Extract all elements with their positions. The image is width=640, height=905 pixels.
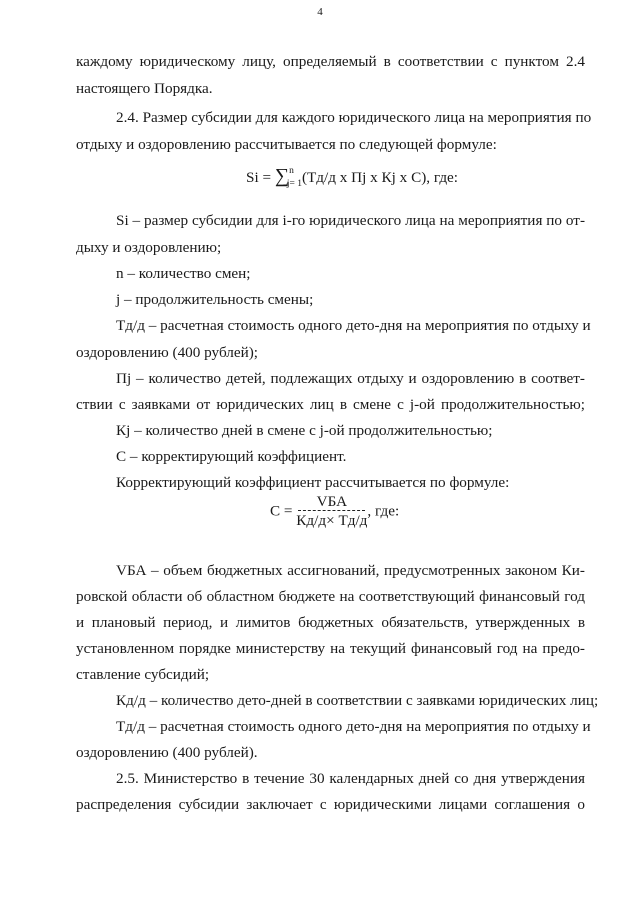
text-line: j – продолжительность смены;: [116, 291, 314, 308]
formula-sum-lower: j= 1: [286, 179, 302, 189]
text-line: Тд/д – расчетная стоимость одного дето-дня на мероприятия по отдыху и: [116, 718, 591, 735]
text-line: ровской области об областном бюджете на соответствующий финансовый год: [76, 588, 585, 605]
formula-coefficient: [270, 494, 399, 528]
formula-subsidy: [246, 166, 458, 190]
text-line: установленном порядке министерству на текущий финансовый год на предо-: [76, 640, 585, 657]
text-line: Пj – количество детей, подлежащих отдыху и оздоровлению в соответ-: [116, 370, 585, 387]
formula-body: (Тд/д х Пj х Кj х С), где:: [301, 169, 459, 186]
formula-lhs: Si =: [246, 169, 275, 186]
formula-lhs: С =: [270, 502, 297, 520]
page-number: 4: [317, 6, 323, 18]
text-line: Корректирующий коэффициент рассчитывается по формуле:: [116, 474, 510, 491]
text-line: оздоровлению (400 рублей);: [76, 344, 259, 361]
text-line: n – количество смен;: [116, 265, 251, 282]
text-line: 2.5. Министерство в течение 30 календарных дней со дня утверждения: [116, 770, 585, 787]
text-line: Тд/д – расчетная стоимость одного дето-дня на мероприятия по отдыху и: [116, 317, 591, 334]
text-line: и плановый период, и лимитов бюджетных обязательств, утвержденных в: [76, 614, 585, 631]
text-line: ставление субсидий;: [76, 666, 210, 683]
text-line: VБА – объем бюджетных ассигнований, предусмотренных законом Ки-: [116, 562, 585, 579]
text-line: ствии с заявками от юридических лиц в смене с j-ой продолжительностью;: [76, 396, 585, 413]
text-line: отдыху и оздоровлению рассчитывается по следующей формуле:: [76, 136, 497, 153]
formula-numerator: VБА: [316, 493, 348, 510]
text-line: С – корректирующий коэффициент.: [116, 448, 347, 465]
text-line: оздоровлению (400 рублей).: [76, 744, 258, 761]
text-line: дыху и оздоровлению;: [76, 239, 222, 256]
text-line: 2.4. Размер субсидии для каждого юридического лица на мероприятия по: [116, 109, 592, 126]
text-line: распределения субсидии заключает с юридическими лицами соглашения о: [76, 796, 585, 813]
formula-sum-upper: n: [289, 166, 294, 176]
text-line: Кj – количество дней в смене с j-ой продолжительностью;: [116, 422, 493, 439]
text-line: Кд/д – количество дето-дней в соответствии с заявками юридических лиц;: [116, 692, 599, 709]
text-line: каждому юридическому лицу, определяемый в соответствии с пунктом 2.4: [76, 53, 585, 70]
text-line: настоящего Порядка.: [76, 80, 213, 97]
formula-tail: , где:: [367, 502, 400, 520]
formula-sum-sign: ∑: [274, 165, 290, 187]
formula-denominator: Кд/д× Тд/д: [296, 512, 368, 530]
formula-fraction: [296, 494, 367, 528]
text-line: Si – размер субсидии для i-го юридического лица на мероприятия по от-: [116, 212, 585, 229]
